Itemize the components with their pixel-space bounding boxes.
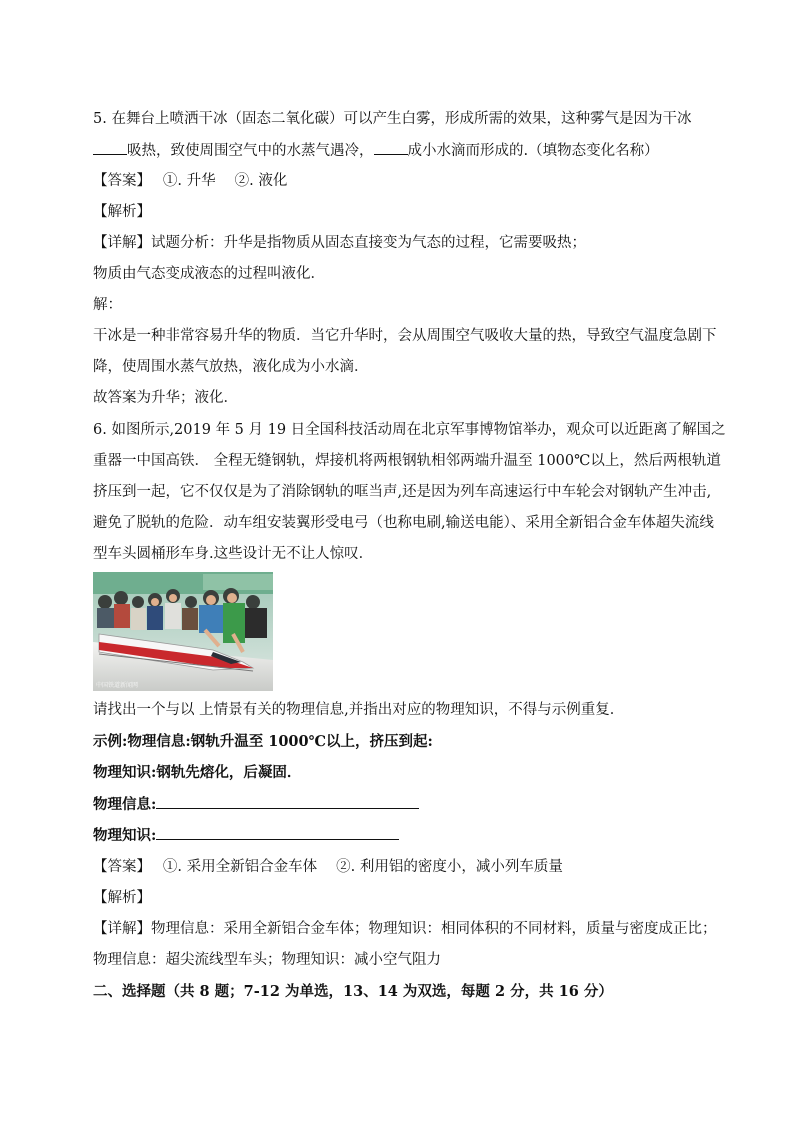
q6-stem-line2: 重器一中国高铁． 全程无缝钢轨，焊接机将两根钢轨相邻两端升温至 1000℃以上，然后两根轨道 <box>93 453 721 469</box>
q6-stem-line1: 6. 如图所示,2019 年 5 月 19 日全国科技活动周在北京军事博物馆举办，观众可以近距离了解国之 <box>93 422 726 438</box>
q6-example-knowledge: 物理知识:钢轨先熔化，后凝固． <box>93 764 302 781</box>
q5-answer: 【答案】 ①. 升华 ②. 液化 <box>93 173 288 189</box>
q5-stem-line2 <box>93 140 659 161</box>
q6-analysis-heading: 【解析】 <box>93 890 151 906</box>
q6-knowledge-label: 物理知识: <box>93 827 157 844</box>
q6-prompt: 请找出一个与以 上情景有关的物理信息,并指出对应的物理知识，不得与示例重复． <box>93 702 625 718</box>
q6-answer: 【答案】 ①. 采用全新铝合金车体 ②. 利用铝的密度小，减小列车质量 <box>93 859 563 875</box>
q6-stem-line3: 挤压到一起，它不仅仅是为了消除钢轨的哐当声,还是因为列车高速运行中车轮会对钢轨产生冲击, <box>93 484 712 500</box>
q5-stem-line1: 5. 在舞台上喷洒干冰（固态二氧化碳）可以产生白雾，形成所需的效果，这种雾气是因为干冰 <box>93 111 692 127</box>
q6-detail-line2: 物理信息：超尖流线型车头；物理知识：减小空气阻力 <box>93 952 441 968</box>
q5-detail-line4: 降，使周围水蒸气放热，液化成为小水滴． <box>93 359 369 375</box>
q6-detail-line1: 【详解】物理信息：采用全新铝合金车体；物理知识：相同体积的不同材料，质量与密度成正比； <box>93 921 717 937</box>
q6-knowledge-answer-line <box>93 825 399 846</box>
q5-analysis-heading: 【解析】 <box>93 204 151 220</box>
q6-info-label: 物理信息: <box>93 796 157 813</box>
q5-detail-line3: 干冰是一种非常容易升华的物质．当它升华时，会从周围空气吸收大量的热，导致空气温度急剧下 <box>93 328 717 344</box>
q6-example-info: 示例:物理信息:钢轨升温至 1000℃以上，挤压到起: <box>93 733 433 750</box>
q5-blank-1 <box>93 140 127 155</box>
q5-stem-line2-part1: 吸热，致使周围空气中的水蒸气遇冷， <box>127 143 374 159</box>
section-2-heading: 二、选择题（共 8 题；7-12 为单选，13、14 为双选，每题 2 分，共 16 分） <box>93 983 613 1000</box>
train-photo-illustration <box>93 572 273 691</box>
high-speed-train-exhibit-photo <box>93 572 273 691</box>
q5-stem-line2-part2: 成小水滴而形成的.（填物态变化名称） <box>407 143 659 159</box>
q6-info-answer-line <box>93 794 419 815</box>
q6-stem-line5: 型车头圆桶形车身.这些设计无不让人惊叹． <box>93 546 374 562</box>
q6-knowledge-blank <box>156 825 399 840</box>
photo-watermark: 中国铁道新闻网 <box>96 682 139 689</box>
q5-conclusion: 故答案为升华；液化． <box>93 390 238 406</box>
q5-solve-label: 解： <box>93 297 122 313</box>
q6-stem-line4: 避免了脱轨的危险．动车组安装翼形受电弓（也称电刷,输送电能）、采用全新铝合金车体超失流线 <box>93 515 714 531</box>
q5-detail-line2: 物质由气态变成液态的过程叫液化． <box>93 266 325 282</box>
q5-blank-2 <box>374 140 408 155</box>
q5-detail-line1: 【详解】试题分析：升华是指物质从固态直接变为气态的过程，它需要吸热； <box>93 235 586 251</box>
q6-info-blank <box>156 794 419 809</box>
